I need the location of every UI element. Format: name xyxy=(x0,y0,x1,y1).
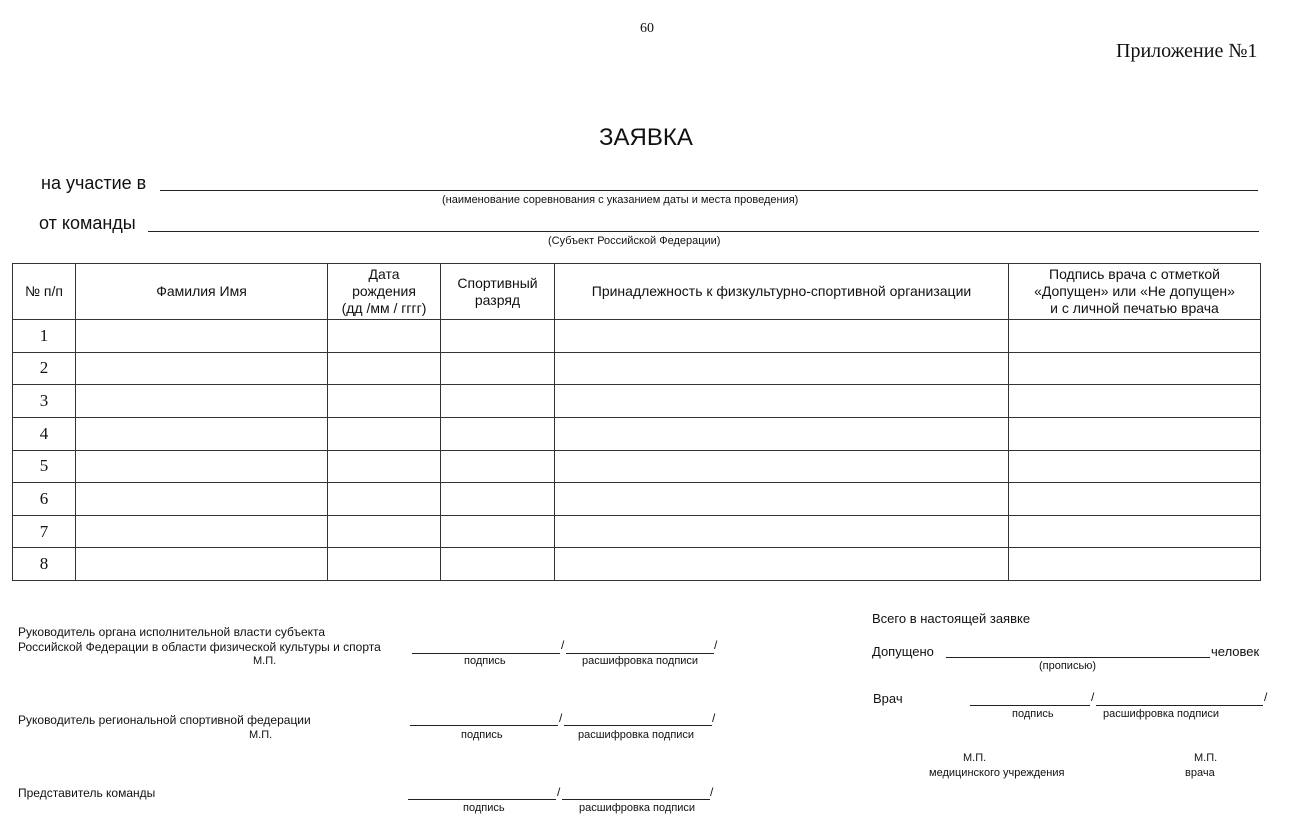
table-row xyxy=(13,385,1261,418)
cell-doctor[interactable] xyxy=(1009,548,1261,581)
slash-separator: / xyxy=(557,785,561,799)
table-row xyxy=(13,320,1261,353)
cell-organization[interactable] xyxy=(555,320,1009,353)
cell-organization[interactable] xyxy=(555,385,1009,418)
signature-caption: подпись xyxy=(463,802,505,814)
participation-label: на участие в xyxy=(41,173,147,193)
cell-name[interactable] xyxy=(76,515,328,548)
cell-rank[interactable] xyxy=(441,548,555,581)
medical-institution-label: медицинского учреждения xyxy=(929,767,1065,779)
team-representative-label: Представитель команды xyxy=(18,786,156,800)
cell-rank[interactable] xyxy=(441,483,555,516)
cell-organization[interactable] xyxy=(555,515,1009,548)
stamp-place-label: М.П. xyxy=(253,655,277,667)
slash-separator: / xyxy=(561,638,565,652)
cell-rank[interactable] xyxy=(441,320,555,353)
row-number: 5 xyxy=(13,450,76,483)
regional-federation-label: Руководитель региональной спортивной федерации xyxy=(18,713,311,727)
table-row xyxy=(13,352,1261,385)
cell-rank[interactable] xyxy=(441,450,555,483)
slash-separator: / xyxy=(710,785,714,799)
total-label: Всего в настоящей заявке xyxy=(872,611,1031,626)
appendix-label: Приложение №1 xyxy=(1116,40,1258,62)
participation-hint: (наименование соревнования с указанием даты и места проведения) xyxy=(442,194,799,206)
decoding-caption: расшифровка подписи xyxy=(578,729,695,741)
slash-separator: / xyxy=(1091,690,1095,704)
row-number: 3 xyxy=(13,385,76,418)
head-authority-signature-field[interactable] xyxy=(412,653,560,654)
row-number: 1 xyxy=(13,320,76,353)
cell-doctor[interactable] xyxy=(1009,417,1261,450)
cell-rank[interactable] xyxy=(441,352,555,385)
col-rank-header: Спортивный разряд xyxy=(441,264,555,320)
table-row xyxy=(13,548,1261,581)
cell-dob[interactable] xyxy=(328,320,441,353)
doctor-stamp-label: М.П. xyxy=(1194,752,1218,764)
federation-decoding-field[interactable] xyxy=(564,725,712,726)
head-authority-decoding-field[interactable] xyxy=(566,653,714,654)
table-header-row xyxy=(13,264,1261,320)
cell-doctor[interactable] xyxy=(1009,483,1261,516)
slash-separator: / xyxy=(1264,690,1268,704)
decoding-caption: расшифровка подписи xyxy=(1103,708,1220,720)
cell-dob[interactable] xyxy=(328,352,441,385)
participants-table xyxy=(12,263,1261,581)
cell-dob[interactable] xyxy=(328,450,441,483)
persons-label: человек xyxy=(1211,644,1260,659)
head-authority-label-2: Российской Федерации в области физической культуры и спорта xyxy=(18,640,381,654)
table-row xyxy=(13,483,1261,516)
doctor-signature-field[interactable] xyxy=(970,705,1090,706)
col-dob-header: Дата рождения (дд /мм / гггг) xyxy=(328,264,441,320)
slash-separator: / xyxy=(712,711,716,725)
cell-rank[interactable] xyxy=(441,417,555,450)
admitted-label: Допущено xyxy=(872,644,934,659)
row-number: 8 xyxy=(13,548,76,581)
cell-doctor[interactable] xyxy=(1009,515,1261,548)
cell-dob[interactable] xyxy=(328,548,441,581)
decoding-caption: расшифровка подписи xyxy=(579,802,696,814)
doctor-label: Врач xyxy=(873,691,903,706)
cell-rank[interactable] xyxy=(441,515,555,548)
col-name-header: Фамилия Имя xyxy=(76,264,328,320)
cell-dob[interactable] xyxy=(328,483,441,516)
page-number: 60 xyxy=(640,21,654,36)
team-label: от команды xyxy=(39,213,136,233)
stamp-place-label: М.П. xyxy=(249,729,273,741)
cell-doctor[interactable] xyxy=(1009,450,1261,483)
admitted-count-field[interactable] xyxy=(946,657,1210,658)
document-title: ЗАЯВКА xyxy=(599,124,693,151)
federation-signature-field[interactable] xyxy=(410,725,558,726)
representative-decoding-field[interactable] xyxy=(562,799,710,800)
signature-caption: подпись xyxy=(461,729,503,741)
cell-dob[interactable] xyxy=(328,385,441,418)
row-number: 4 xyxy=(13,417,76,450)
table-row xyxy=(13,515,1261,548)
slash-separator: / xyxy=(559,711,563,725)
cell-organization[interactable] xyxy=(555,450,1009,483)
head-authority-label-1: Руководитель органа исполнительной власти субъекта xyxy=(18,625,326,639)
cell-doctor[interactable] xyxy=(1009,385,1261,418)
cell-doctor[interactable] xyxy=(1009,352,1261,385)
table-row xyxy=(13,417,1261,450)
col-doctor-header: Подпись врача с отметкой «Допущен» или «Не допущен» и с личной печатью врача xyxy=(1009,264,1261,320)
cell-name[interactable] xyxy=(76,417,328,450)
doctor-stamp-caption: врача xyxy=(1185,767,1215,779)
team-field[interactable] xyxy=(148,231,1259,232)
cell-organization[interactable] xyxy=(555,352,1009,385)
row-number: 7 xyxy=(13,515,76,548)
table-row xyxy=(13,450,1261,483)
signature-caption: подпись xyxy=(464,655,506,667)
team-hint: (Субъект Российской Федерации) xyxy=(548,235,721,247)
cell-name[interactable] xyxy=(76,352,328,385)
medical-stamp-label: М.П. xyxy=(963,752,987,764)
decoding-caption: расшифровка подписи xyxy=(582,655,699,667)
cell-doctor[interactable] xyxy=(1009,320,1261,353)
cell-name[interactable] xyxy=(76,385,328,418)
cell-name[interactable] xyxy=(76,548,328,581)
cell-organization[interactable] xyxy=(555,483,1009,516)
cell-dob[interactable] xyxy=(328,515,441,548)
cell-organization[interactable] xyxy=(555,548,1009,581)
row-number: 6 xyxy=(13,483,76,516)
slash-separator: / xyxy=(714,638,718,652)
doctor-decoding-field[interactable] xyxy=(1096,705,1263,706)
in-words-hint: (прописью) xyxy=(1039,660,1097,672)
cell-name[interactable] xyxy=(76,320,328,353)
signature-caption: подпись xyxy=(1012,708,1054,720)
row-number: 2 xyxy=(13,352,76,385)
col-number-header: № п/п xyxy=(13,264,76,320)
participation-field[interactable] xyxy=(160,190,1258,191)
cell-dob[interactable] xyxy=(328,417,441,450)
col-organization-header: Принадлежность к физкультурно-спортивной организации xyxy=(555,264,1009,320)
cell-rank[interactable] xyxy=(441,385,555,418)
cell-name[interactable] xyxy=(76,450,328,483)
representative-signature-field[interactable] xyxy=(408,799,556,800)
cell-organization[interactable] xyxy=(555,417,1009,450)
cell-name[interactable] xyxy=(76,483,328,516)
